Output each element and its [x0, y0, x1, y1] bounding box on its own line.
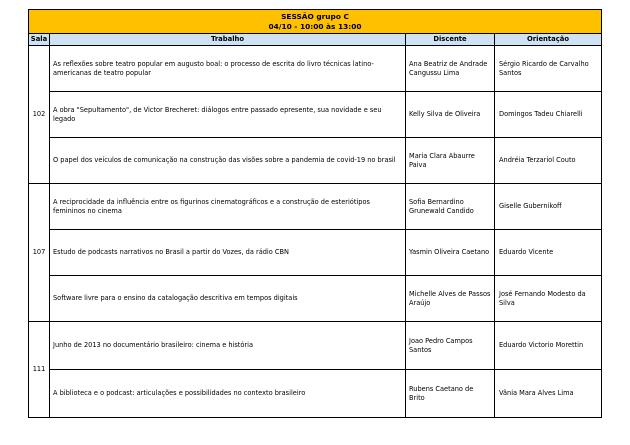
work-title: Software livre para o ensino da catalogação descritiva em tempos digitais [50, 276, 406, 322]
advisor-name: José Fernando Modesto da Silva [495, 276, 602, 322]
work-title: A reciprocidade da influência entre os figurinos cinematográficos e a construção de esteriótipos femininos no cinema [50, 184, 406, 230]
room-cell: 102 [29, 46, 50, 184]
work-title: Junho de 2013 no documentário brasileiro: cinema e história [50, 322, 406, 370]
student-name: Michelle Alves de Passos Araújo [406, 276, 495, 322]
session-title: SESSÃO grupo C [281, 11, 349, 21]
table-row [29, 184, 602, 230]
table-row [29, 322, 602, 370]
table-row [29, 138, 602, 184]
table-row [29, 230, 602, 276]
table-row [29, 370, 602, 418]
student-name: Sofia Bernardino Grunewald Candido [406, 184, 495, 230]
table-row [29, 92, 602, 138]
advisor-name: Domingos Tadeu Chiarelli [495, 92, 602, 138]
student-name: Ana Beatriz de Andrade Cangussu Lima [406, 46, 495, 92]
advisor-name: Giselle Gubernikoff [495, 184, 602, 230]
room-cell: 107 [29, 184, 50, 322]
advisor-name: Eduardo Vicente [495, 230, 602, 276]
work-title: Estudo de podcasts narrativos no Brasil a partir do Vozes, da rádio CBN [50, 230, 406, 276]
session-datetime: 04/10 - 10:00 às 13:00 [268, 21, 362, 31]
work-title: A biblioteca e o podcast: articulações e possibilidades no contexto brasileiro [50, 370, 406, 418]
advisor-name: Vânia Mara Alves Lima [495, 370, 602, 418]
session-banner [29, 10, 602, 34]
work-title: O papel dos veículos de comunicação na construção das visões sobre a pandemia de covid-19 no brasil [50, 138, 406, 184]
student-name: Maria Clara Abaurre Paiva [406, 138, 495, 184]
student-name: Joao Pedro Campos Santos [406, 322, 495, 370]
column-header-sala: Sala [29, 34, 50, 46]
student-name: Kelly Silva de Oliveira [406, 92, 495, 138]
column-header-trabalho: Trabalho [50, 34, 406, 46]
session-schedule-table [28, 9, 602, 418]
room-cell: 111 [29, 322, 50, 418]
work-title: As reflexões sobre teatro popular em augusto boal: o processo de escrita do livro técnicas latino-americanas de teatro popular [50, 46, 406, 92]
advisor-name: Eduardo Victorio Morettin [495, 322, 602, 370]
table-header-row [29, 34, 602, 46]
work-title: A obra "Sepultamento", de Victor Brecheret: diálogos entre passado epresente, sua novidade e seu legado [50, 92, 406, 138]
student-name: Rubens Caetano de Brito [406, 370, 495, 418]
column-header-orientacao: Orientação [495, 34, 602, 46]
table-row [29, 276, 602, 322]
column-header-discente: Discente [406, 34, 495, 46]
table-row [29, 46, 602, 92]
advisor-name: Sérgio Ricardo de Carvalho Santos [495, 46, 602, 92]
student-name: Yasmin Oliveira Caetano [406, 230, 495, 276]
advisor-name: Andréia Terzariol Couto [495, 138, 602, 184]
